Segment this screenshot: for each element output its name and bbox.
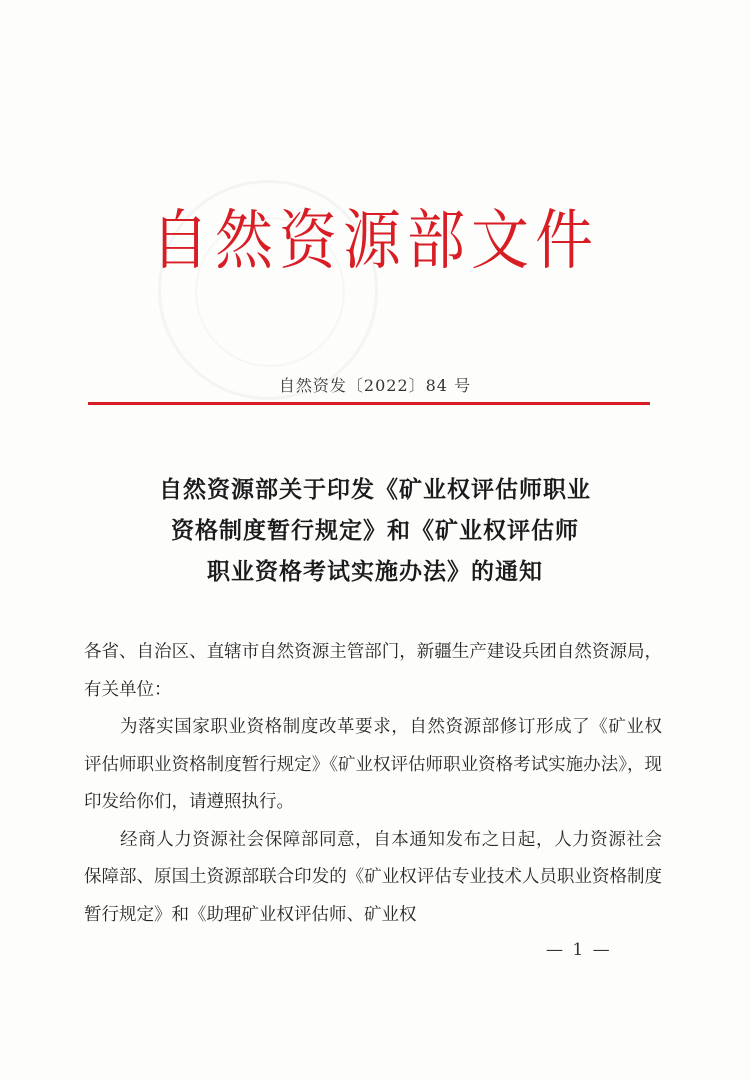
body-paragraph: 经商人力资源社会保障部同意，自本通知发布之日起，人力资源社会保障部、原国土资源部联合印发的《矿业权评估专业技术人员职业资格制度暂行规定》和《助理矿业权评估师、矿业权 (84, 829, 662, 925)
body-paragraph: 为落实国家职业资格制度改革要求，自然资源部修订形成了《矿业权评估师职业资格制度暂行规定》《矿业权评估师职业资格考试实施办法》，现印发给你们，请遵照执行。 (84, 717, 662, 812)
issuer-header: 自然资源部文件 (150, 201, 599, 279)
document-body (84, 634, 662, 934)
page-number: — 1 — (546, 940, 612, 960)
red-divider-line (88, 402, 650, 405)
title-line: 自然资源部关于印发《矿业权评估师职业 (159, 477, 591, 503)
title-line: 职业资格考试实施办法》的通知 (207, 559, 543, 585)
document-title (70, 470, 680, 593)
title-line: 资格制度暂行规定》和《矿业权评估师 (171, 518, 579, 544)
salutation: 各省、自治区、直辖市自然资源主管部门，新疆生产建设兵团自然资源局，有关单位： (84, 642, 662, 700)
document-number: 自然资发〔2022〕84 号 (278, 376, 472, 395)
